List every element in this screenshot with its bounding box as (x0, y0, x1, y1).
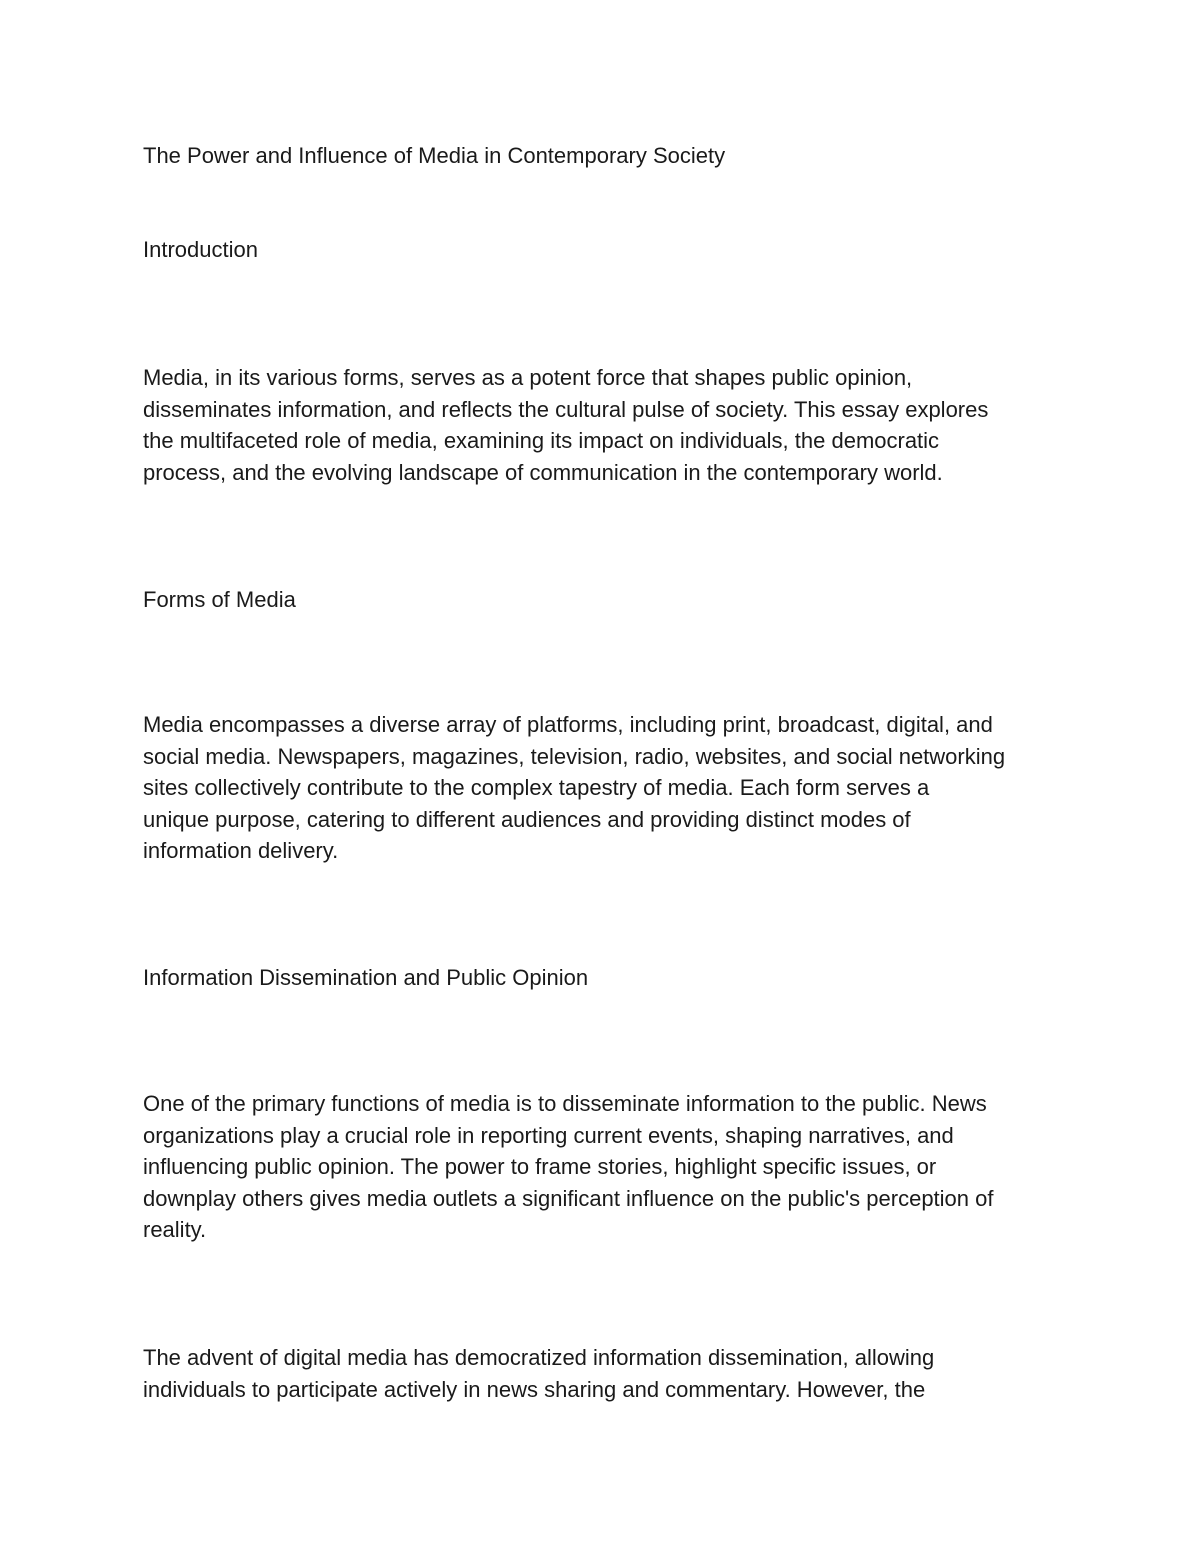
paragraph-line: downplay others gives media outlets a significant influence on the public's perception of (143, 1185, 994, 1211)
section-heading-introduction: Introduction (143, 237, 258, 262)
section-heading-forms-of-media: Forms of Media (143, 587, 296, 612)
paragraph-line: disseminates information, and reflects the cultural pulse of society. This essay explores (143, 396, 989, 422)
paragraph-line: organizations play a crucial role in reporting current events, shaping narratives, and (143, 1122, 954, 1148)
paragraph-line: social media. Newspapers, magazines, television, radio, websites, and social networking (143, 743, 1006, 769)
paragraph-line: information delivery. (143, 838, 339, 863)
paragraph-line: unique purpose, catering to different audiences and providing distinct modes of (143, 806, 911, 832)
section-heading-information-dissemination: Information Dissemination and Public Opinion (143, 965, 589, 990)
paragraph-line: sites collectively contribute to the complex tapestry of media. Each form serves a (143, 775, 930, 800)
paragraph-information-dissemination (143, 1088, 994, 1246)
paragraph-line: The advent of digital media has democratized information dissemination, allowing (143, 1345, 935, 1370)
paragraph-line: the multifaceted role of media, examining its impact on individuals, the democratic (143, 428, 940, 453)
paragraph-line: individuals to participate actively in news sharing and commentary. However, the (143, 1376, 926, 1402)
paragraph-line: Media, in its various forms, serves as a potent force that shapes public opinion, (143, 365, 913, 390)
paragraph-introduction (143, 362, 988, 488)
paragraph-line: One of the primary functions of media is to disseminate information to the public. News (143, 1091, 987, 1116)
paragraph-digital-media (143, 1342, 934, 1405)
paragraph-forms-of-media (143, 709, 1005, 867)
paragraph-line: process, and the evolving landscape of communication in the contemporary world. (143, 459, 943, 485)
paragraph-line: influencing public opinion. The power to frame stories, highlight specific issues, or (143, 1154, 937, 1179)
paragraph-line: reality. (143, 1217, 207, 1242)
document-title: The Power and Influence of Media in Contemporary Society (143, 143, 726, 168)
paragraph-line: Media encompasses a diverse array of platforms, including print, broadcast, digital, and (143, 712, 993, 737)
